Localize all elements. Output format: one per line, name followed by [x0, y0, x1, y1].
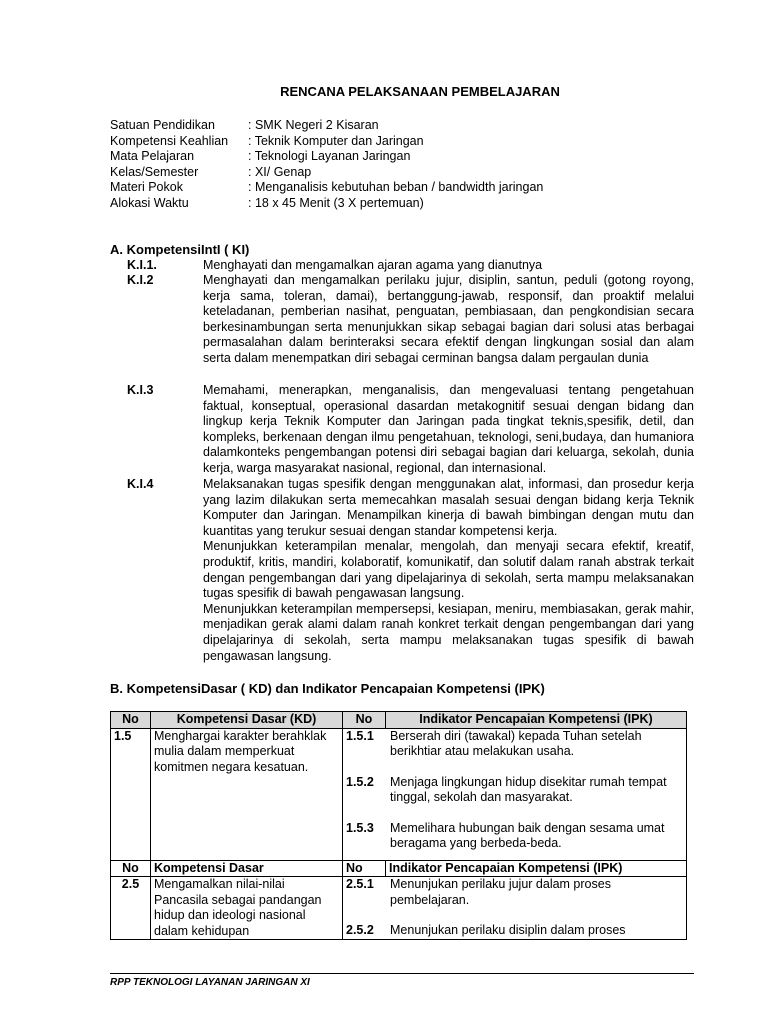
- ki-text: [203, 273, 694, 367]
- ipk-item: [346, 821, 683, 852]
- table-subheader-row: [111, 860, 687, 877]
- ki-paragraph: Memahami, menerapkan, menganalisis, dan mengevaluasi tentang pengetahuan faktual, konseptual, operasional dasardan metakognitif sesuai dengan bidang dan lingkup kerja Teknik Komputer dan Jaringan pada tingkat teknis,spesifik, detil, dan kompleks, berkenaan dengan ilmu pengetahuan, teknologi, seni,budaya, dan humaniora dalamkonteks pengembangan potensi diri sebagai bagian dari keluarga, sekolah, dunia kerja, warga masyarakat nasional, regional, dan internasional.: [203, 383, 694, 475]
- identity-value: : XI/ Genap: [248, 165, 312, 179]
- section-b-heading: B. KompetensiDasar ( KD) dan Indikator Pencapaian Kompetensi (IPK): [110, 681, 545, 696]
- header-ipk: Indikator Pencapaian Kompetensi (IPK): [386, 712, 687, 729]
- identity-label: Kompetensi Keahlian: [110, 134, 229, 148]
- subheader-kd: Kompetensi Dasar: [151, 860, 343, 877]
- identity-label: Materi Pokok: [110, 180, 183, 194]
- subheader-no: No: [111, 860, 151, 877]
- ipk-item: [346, 923, 683, 939]
- ipk-text: Memelihara hubungan baik dengan sesama umat beragama yang berbeda-beda.: [390, 820, 665, 850]
- ki-text: [203, 258, 694, 274]
- ki-number: K.I.1.: [127, 258, 157, 272]
- identity-label: Satuan Pendidikan: [110, 118, 215, 132]
- kd-text: Mengamalkan nilai-nilai Pancasila sebagai pandangan hidup dan ideologi nasional dalam kehidupan: [151, 877, 343, 940]
- ipk-cell: [343, 728, 687, 860]
- ipk-text: Berserah diri (tawakal) kepada Tuhan setelah berikhtiar atau melakukan usaha.: [390, 728, 642, 758]
- identity-label: Mata Pelajaran: [110, 149, 195, 163]
- ipk-number: 1.5.3: [346, 820, 374, 835]
- table-row: [111, 877, 687, 940]
- identity-value: : SMK Negeri 2 Kisaran: [248, 118, 379, 132]
- footer-text: RPP TEKNOLOGI LAYANAN JARINGAN XI: [110, 977, 310, 988]
- ipk-item: [346, 775, 683, 806]
- kd-number: 1.5: [111, 728, 151, 860]
- ipk-cell: [343, 877, 687, 940]
- ipk-item: [346, 729, 683, 760]
- subheader-no: No: [343, 860, 386, 877]
- kd-ipk-table: [110, 711, 687, 940]
- kd-text: Menghargai karakter berahklak mulia dalam memperkuat komitmen negara kesatuan.: [151, 728, 343, 860]
- identity-label: Kelas/Semester: [110, 165, 199, 179]
- ki-paragraph: Menunjukkan keterampilan mempersepsi, kesiapan, meniru, membiasakan, gerak mahir, menjadikan gerak alami dalam ranah konkret terkait dengan pengembangan dari yang dipelajarinya di sekolah, serta mampu melaksanakan tugas spesifik di bawah pengawasan langsung.: [203, 601, 694, 663]
- table-header-row: [111, 712, 687, 729]
- header-no: No: [343, 712, 386, 729]
- ki-text: [203, 383, 694, 477]
- ki-paragraph: Melaksanakan tugas spesifik dengan menggunakan alat, informasi, dan prosedur kerja yang lazim dilakukan serta memecahkan masalah sesuai dengan bidang kerja Teknik Komputer dan Jaringan. Menampilkan kinerja di bawah bimbingan dengan mutu dan kuantitas yang terukur sesuai dengan standar kompetensi kerja.: [203, 477, 694, 538]
- ki-paragraph: Menunjukkan keterampilan menalar, mengolah, dan menyaji secara efektif, kreatif, produktif, kritis, mandiri, kolaboratif, komunikatif, dan solutif dalam ranah abstrak terkait dengan pengembangan dari yang dipelajarinya di sekolah, serta mampu melaksanakan tugas spesifik di bawah pengawasan langsung.: [203, 539, 694, 601]
- table-row: [111, 728, 687, 860]
- ki-number: K.I.3: [127, 383, 154, 397]
- kd-number: 2.5: [111, 877, 151, 940]
- ipk-text: Menunjukan perilaku disiplin dalam proses: [390, 923, 626, 937]
- ki-paragraph: Menghayati dan mengamalkan perilaku jujur, disiplin, santun, peduli (gotong royong, kerja sama, toleran, damai), bertanggung-jawab, responsif, dan proaktif melalui keteladanan, pemberian nasihat, penguatan, pembiasaan, dan pengkondisian secara berkesinambungan serta menunjukkan sikap sebagai bagian dari solusi atas berbagai permasalahan dalam berinteraksi secara efektif dengan lingkungan sosial dan alam serta dalam menempatkan diri sebagai cerminan bangsa dalam pergaulan dunia: [203, 273, 694, 365]
- footer-rule: [110, 973, 694, 974]
- ki-paragraph: Menghayati dan mengamalkan ajaran agama yang dianutnya: [203, 258, 543, 272]
- identity-label: Alokasi Waktu: [110, 196, 189, 210]
- identity-value: : Teknologi Layanan Jaringan: [248, 149, 411, 163]
- page-title: RENCANA PELAKSANAAN PEMBELAJARAN: [280, 84, 560, 99]
- ki-number: K.I.2: [127, 273, 154, 287]
- header-no: No: [111, 712, 151, 729]
- ipk-number: 2.5.2: [346, 923, 374, 937]
- identity-value: : Menganalisis kebutuhan beban / bandwidth jaringan: [248, 180, 544, 194]
- ipk-text: Menunjukan perilaku jujur dalam proses pembelajaran.: [390, 877, 611, 907]
- subheader-ipk: Indikator Pencapaian Kompetensi (IPK): [386, 860, 687, 877]
- ipk-text: Menjaga lingkungan hidup disekitar rumah tempat tinggal, sekolah dan masyarakat.: [390, 774, 667, 804]
- section-a-heading: A. KompetensiIntI ( KI): [110, 242, 250, 257]
- ipk-number: 1.5.1: [346, 728, 374, 743]
- identity-value: : 18 x 45 Menit (3 X pertemuan): [248, 196, 424, 210]
- header-kd: Kompetensi Dasar (KD): [151, 712, 343, 729]
- ki-number: K.I.4: [127, 477, 154, 491]
- identity-value: : Teknik Komputer dan Jaringan: [248, 134, 424, 148]
- ipk-number: 1.5.2: [346, 774, 374, 789]
- ipk-item: [346, 877, 683, 908]
- ki-text: [203, 477, 694, 664]
- ipk-number: 2.5.1: [346, 877, 374, 891]
